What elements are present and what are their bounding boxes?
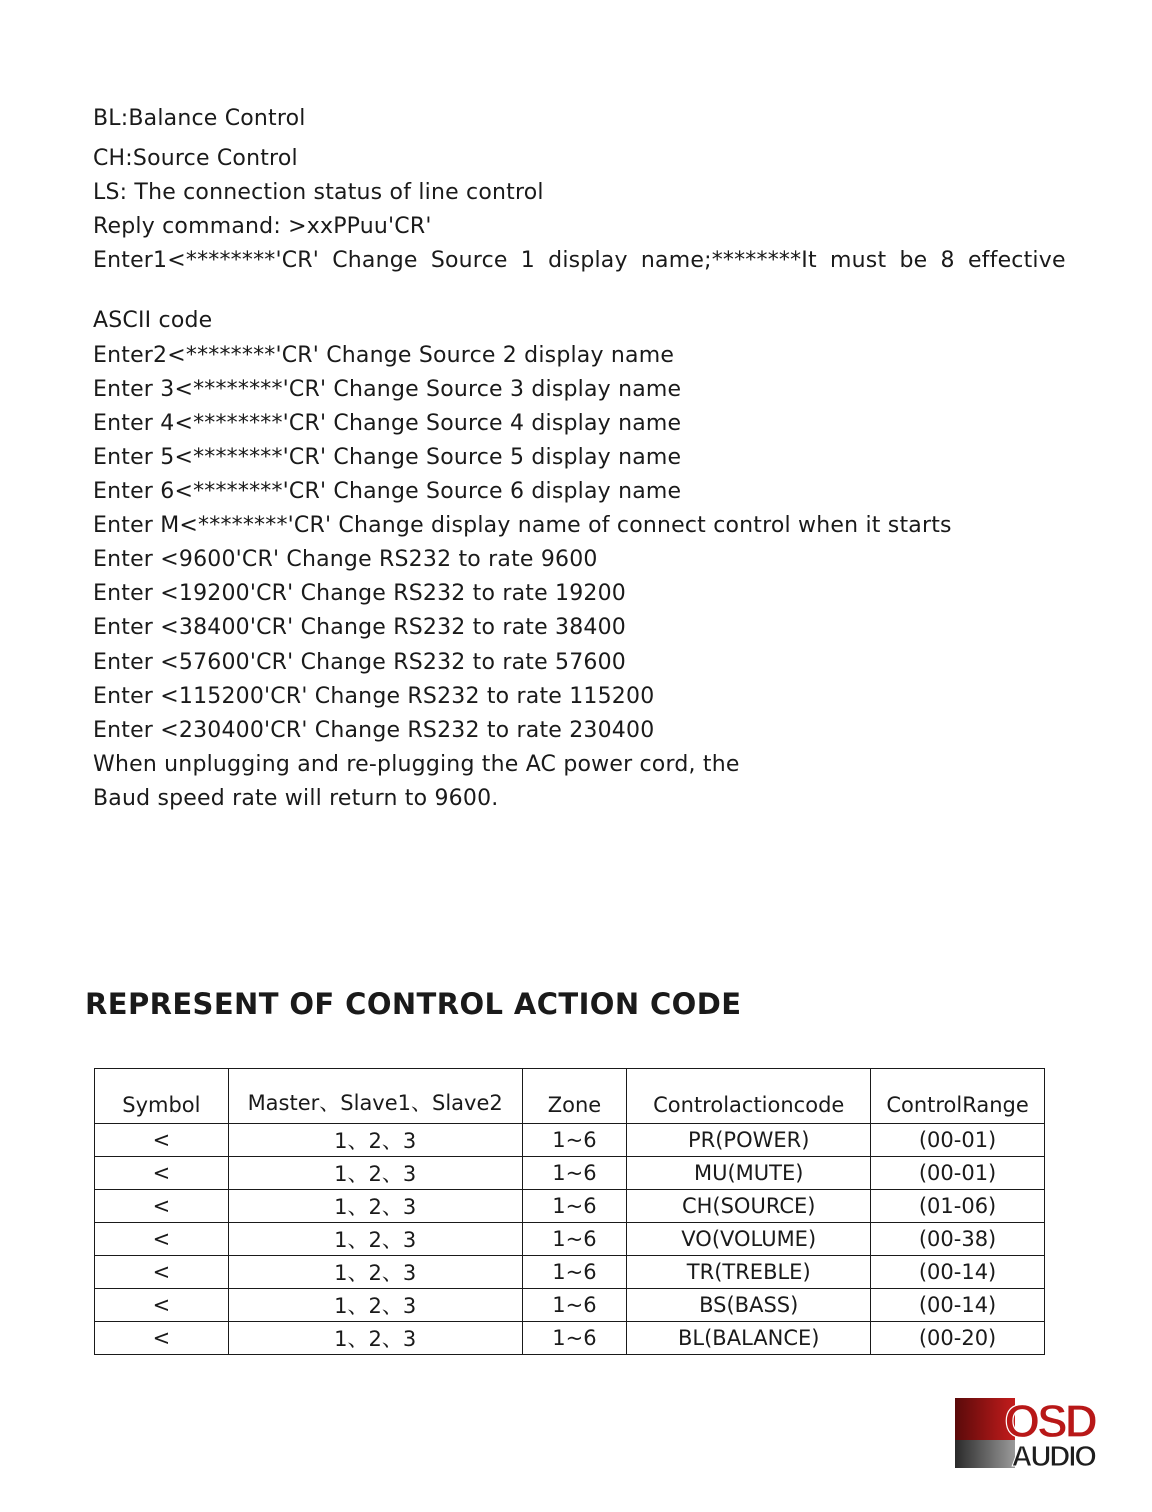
- instruction-line: Enter1<********'CR' Change Source 1 display name;********It must be 8 effective: [93, 248, 1066, 273]
- cell-master-slave: 1、2、3: [228, 1157, 522, 1190]
- cell-master-slave: 1、2、3: [228, 1289, 522, 1322]
- instruction-line: Enter <230400'CR' Change RS232 to rate 230400: [93, 718, 655, 743]
- header-master-slave: Master、Slave1、Slave2: [228, 1069, 522, 1124]
- cell-zone: 1~6: [522, 1289, 627, 1322]
- cell-master-slave: 1、2、3: [228, 1322, 522, 1355]
- cell-action-code: PR(POWER): [627, 1124, 871, 1157]
- cell-action-code: TR(TREBLE): [627, 1256, 871, 1289]
- table-row: [95, 1289, 1045, 1322]
- instruction-line: Enter <19200'CR' Change RS232 to rate 19200: [93, 581, 627, 606]
- cell-symbol: <: [95, 1322, 229, 1355]
- header-control-action-code: Controlactioncode: [627, 1069, 871, 1124]
- cell-action-code: MU(MUTE): [627, 1157, 871, 1190]
- table-row: [95, 1223, 1045, 1256]
- instruction-line: Enter 6<********'CR' Change Source 6 display name: [93, 479, 682, 504]
- control-action-table: [94, 1068, 1045, 1355]
- cell-master-slave: 1、2、3: [228, 1124, 522, 1157]
- instruction-line: Enter 5<********'CR' Change Source 5 display name: [93, 445, 682, 470]
- table-row: [95, 1256, 1045, 1289]
- osd-audio-logo: [955, 1396, 1097, 1470]
- instruction-line: Enter2<********'CR' Change Source 2 display name: [93, 343, 675, 368]
- cell-action-code: CH(SOURCE): [627, 1190, 871, 1223]
- cell-master-slave: 1、2、3: [228, 1256, 522, 1289]
- cell-symbol: <: [95, 1289, 229, 1322]
- cell-master-slave: 1、2、3: [228, 1223, 522, 1256]
- cell-range: (01-06): [871, 1190, 1045, 1223]
- header-symbol: Symbol: [95, 1069, 229, 1124]
- cell-range: (00-38): [871, 1223, 1045, 1256]
- table-row: [95, 1322, 1045, 1355]
- instruction-line: BL:Balance Control: [93, 106, 306, 131]
- logo-osd-text: OSD: [1004, 1396, 1095, 1447]
- instruction-line: Enter 3<********'CR' Change Source 3 display name: [93, 377, 682, 402]
- table-row: [95, 1190, 1045, 1223]
- instruction-line: When unplugging and re-plugging the AC power cord, the: [93, 752, 740, 777]
- table-header-row: [95, 1069, 1045, 1124]
- cell-symbol: <: [95, 1124, 229, 1157]
- cell-zone: 1~6: [522, 1256, 627, 1289]
- cell-action-code: BS(BASS): [627, 1289, 871, 1322]
- cell-range: (00-14): [871, 1256, 1045, 1289]
- instruction-line: LS: The connection status of line control: [93, 180, 544, 205]
- cell-range: (00-01): [871, 1124, 1045, 1157]
- instruction-line: Baud speed rate will return to 9600.: [93, 786, 499, 811]
- instruction-line: Reply command: >xxPPuu'CR': [93, 214, 432, 239]
- cell-range: (00-14): [871, 1289, 1045, 1322]
- cell-range: (00-20): [871, 1322, 1045, 1355]
- cell-master-slave: 1、2、3: [228, 1190, 522, 1223]
- instruction-line: Enter M<********'CR' Change display name of connect control when it starts: [93, 513, 952, 538]
- section-title: REPRESENT OF CONTROL ACTION CODE: [85, 987, 742, 1021]
- instruction-line: ASCII code: [93, 308, 213, 333]
- cell-zone: 1~6: [522, 1223, 627, 1256]
- cell-symbol: <: [95, 1190, 229, 1223]
- logo-audio-text: AUDIO: [1011, 1441, 1095, 1470]
- instruction-line: Enter <115200'CR' Change RS232 to rate 115200: [93, 684, 655, 709]
- instruction-line: Enter <38400'CR' Change RS232 to rate 38400: [93, 615, 627, 640]
- cell-zone: 1~6: [522, 1190, 627, 1223]
- table-row: [95, 1157, 1045, 1190]
- instruction-line: Enter <57600'CR' Change RS232 to rate 57600: [93, 650, 627, 675]
- cell-zone: 1~6: [522, 1322, 627, 1355]
- table-row: [95, 1124, 1045, 1157]
- instruction-line: Enter 4<********'CR' Change Source 4 display name: [93, 411, 682, 436]
- cell-symbol: <: [95, 1157, 229, 1190]
- instruction-line: Enter <9600'CR' Change RS232 to rate 9600: [93, 547, 598, 572]
- cell-action-code: BL(BALANCE): [627, 1322, 871, 1355]
- cell-zone: 1~6: [522, 1124, 627, 1157]
- cell-zone: 1~6: [522, 1157, 627, 1190]
- cell-range: (00-01): [871, 1157, 1045, 1190]
- cell-symbol: <: [95, 1223, 229, 1256]
- cell-action-code: VO(VOLUME): [627, 1223, 871, 1256]
- instruction-line: CH:Source Control: [93, 146, 298, 171]
- header-control-range: ControlRange: [871, 1069, 1045, 1124]
- cell-symbol: <: [95, 1256, 229, 1289]
- header-zone: Zone: [522, 1069, 627, 1124]
